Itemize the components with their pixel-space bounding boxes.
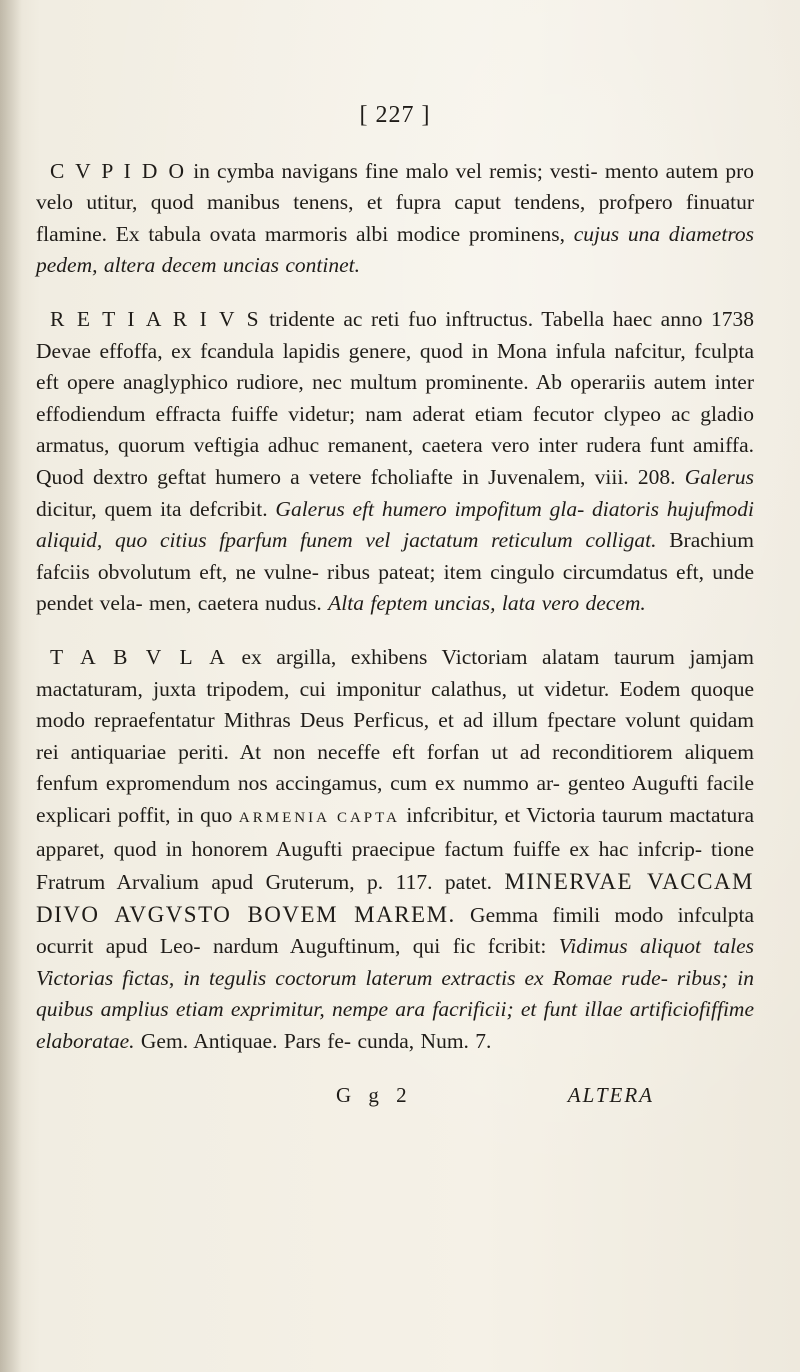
entry-heading-cupido: C V P I D O bbox=[50, 158, 187, 183]
entry-heading-retiarius: R E T I A R I V S bbox=[50, 306, 261, 331]
paragraph-retiarius-body-1: tridente ac reti fuo inftructus. Tabella haec anno 1738 Devae effoffa, ex fcandula lapidis genere, quod in Mona infula nafcitur, fculpta eft opere anaglyphico rudiore, nec multum prominente. Ab operariis autem inter effodiendum effracta fuiffe videtur; nam aderat etiam fecutor clypeo ac gladio armatus, quorum veftigia adhuc remanent, caetera vero inter rudera funt amiffa. Quod dextro geftat humero a vetere fcholiafte in Juvenalem, viii. 208. bbox=[36, 306, 754, 489]
paragraph-retiarius-body-2: dicitur, quem ita defcribit. bbox=[36, 496, 276, 521]
paragraph-tabula-body-4: Gem. Antiquae. Pars fe- cunda, Num. 7. bbox=[134, 1029, 492, 1054]
signature-mark: G g 2 bbox=[336, 1082, 413, 1107]
paragraph-tabula-body-3: Gemma fimili modo infculpta ocurrit apud Leo- nardum Auguftinum, qui fic fcribit: bbox=[36, 902, 754, 959]
paragraph-retiarius-dimensions: Alta feptem uncias, lata vero decem. bbox=[328, 591, 646, 616]
paragraph-cupido-body: in cymba navigans fine malo vel remis; vesti- mento autem pro velo utitur, quod manibus tenens, et fupra caput tendens, profpero finuatur flamine. Ex tabula ovata marmoris albi modice prominens, bbox=[36, 158, 754, 246]
paragraph-retiarius-quote: Galerus eft humero impofitum gla- diatoris hujufmodi aliquid, quo citius fparfum funem vel jactatum reticulum colligat. bbox=[36, 496, 754, 553]
paragraph-tabula bbox=[36, 642, 754, 1058]
paragraph-tabula-quote: Vidimus aliquot tales Victorias fictas, in tegulis coctorum laterum extractis ex Romae rude- ribus; in quibus amplius etiam exprimitur, nempe ara facrificii; et funt illae artificiofiffime elaboratae. bbox=[36, 934, 754, 1054]
paragraph-retiarius-body-3: Brachium fafciis obvolutum eft, ne vulne- ribus pateat; item cingulo circumdatus eft, unde pendet vela- men, caetera nudus. bbox=[36, 528, 754, 616]
coin-inscription: ARMENIA CAPTA bbox=[238, 809, 400, 826]
page-footer bbox=[36, 1080, 754, 1112]
arval-inscription: MINERVAE VACCAM DIVO AVGVSTO BOVEM MAREM. bbox=[36, 869, 754, 927]
gutter-shadow bbox=[0, 0, 22, 1372]
paragraph-tabula-body-1: ex argilla, exhibens Victoriam alatam taurum jamjam mactaturam, juxta tripodem, cui imponitur calathus, ut videtur. Eodem quoque modo repraefentatur Mithras Deus Perficus, et ad illum fpectare volunt quidam rei antiquariae periti. At non neceffe eft forfan ut ad reconditiorem aliquem fenfum expromendum nos accingamus, cum ex nummo ar- genteo Augufti facile explicari poffit, in quo bbox=[36, 644, 754, 827]
paragraph-cupido bbox=[36, 156, 754, 282]
text-block bbox=[36, 100, 754, 1111]
page-number: [ 227 ] bbox=[359, 102, 431, 128]
paragraph-retiarius bbox=[36, 304, 754, 620]
paragraph-cupido-dimensions: cujus una diametros pedem, altera decem uncias continet. bbox=[36, 221, 755, 278]
entry-heading-tabula: T A B V L A bbox=[50, 644, 227, 669]
paragraph-retiarius-term: Galerus bbox=[684, 464, 754, 489]
catchword: ALTERA bbox=[567, 1082, 654, 1107]
paragraph-tabula-body-2: infcribitur, et Victoria taurum mactatura apparet, quod in honorem Augufti praecipue factum fuiffe ex hac infcrip- tione Fratrum Arvalium apud Gruterum, p. 117. patet. bbox=[36, 802, 754, 895]
